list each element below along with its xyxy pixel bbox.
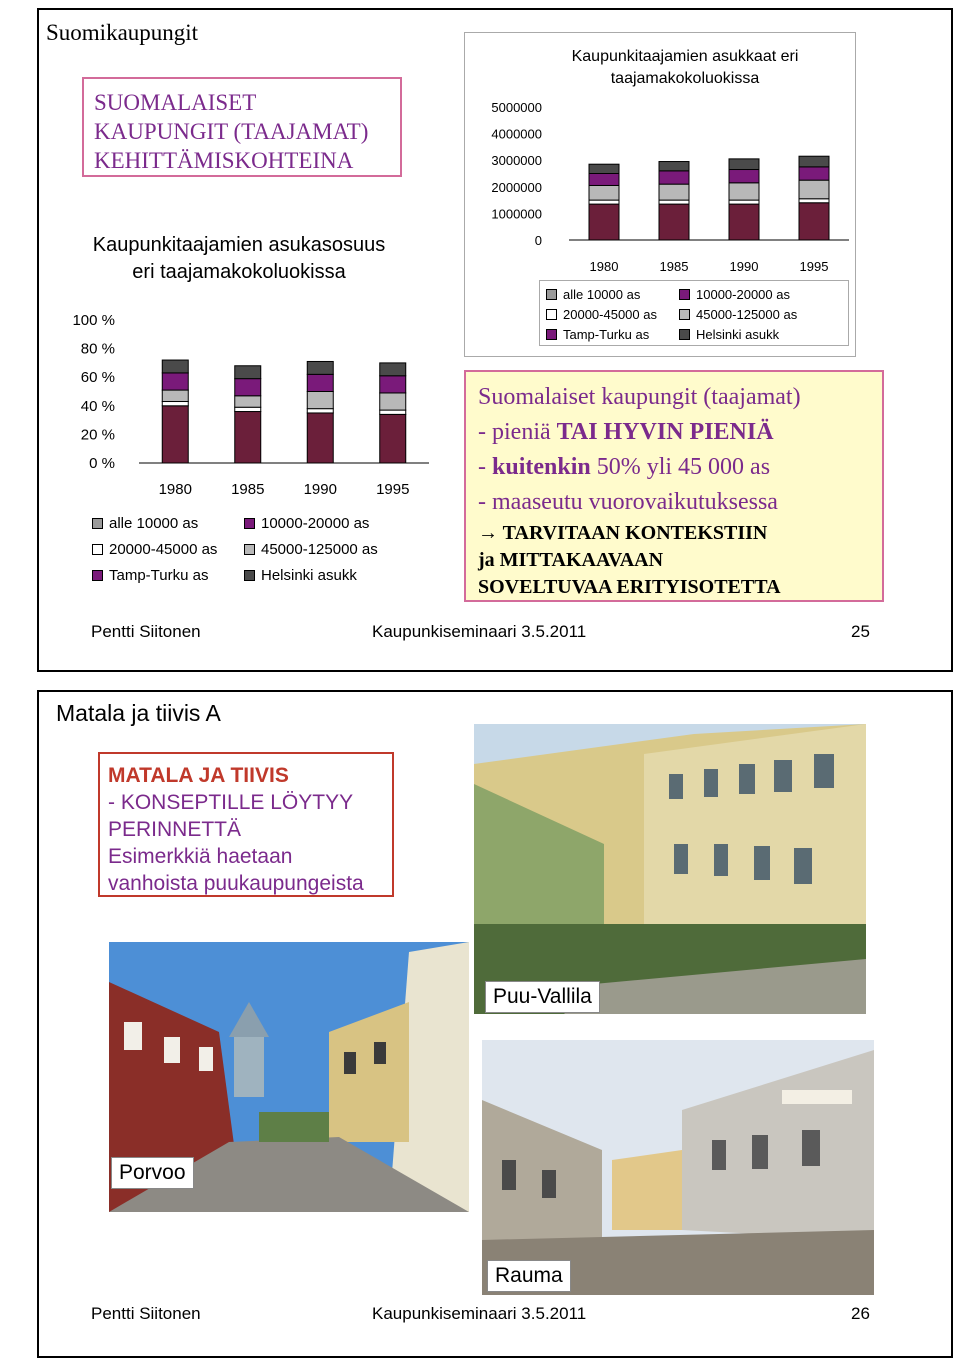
- legend-item: [679, 307, 797, 322]
- bar-segment: [659, 184, 689, 200]
- bar-segment: [235, 396, 261, 407]
- concept-line-4: Esimerkkiä haetaan: [108, 845, 293, 868]
- bar-segment: [162, 406, 188, 463]
- x-tick-label: 1995: [376, 481, 410, 498]
- y-tick-label: 4000000: [491, 126, 542, 142]
- legend-label: 45000-125000 as: [696, 307, 798, 322]
- legend-item: [244, 515, 369, 532]
- summary-line-3-prefix: -: [478, 454, 492, 480]
- x-tick-label: 1990: [729, 259, 759, 274]
- legend-item: [546, 307, 657, 322]
- absolute-chart-title-line-1: Kaupunkitaajamien asukkaat eri: [571, 48, 799, 65]
- percent-chart-title: [39, 232, 439, 286]
- concept-line-1: MATALA JA TIIVIS: [108, 764, 289, 787]
- bar-segment: [235, 366, 261, 379]
- bar-segment: [729, 170, 759, 183]
- legend-label: 10000-20000 as: [261, 515, 370, 532]
- bar-segment: [380, 414, 406, 463]
- legend-label: 10000-20000 as: [696, 287, 790, 302]
- legend-item: [679, 327, 779, 342]
- bar-segment: [799, 203, 829, 240]
- bar-segment: [659, 204, 689, 240]
- concept-line-3: PERINNETTÄ: [108, 818, 242, 841]
- legend-swatch: [92, 544, 103, 555]
- legend-label: 45000-125000 as: [261, 541, 378, 558]
- legend-label: Helsinki asukk: [261, 567, 357, 584]
- absolute-stacked-bar-chart: [469, 90, 854, 280]
- x-tick-label: 1980: [589, 259, 619, 274]
- legend-label: Tamp-Turku as: [563, 327, 650, 342]
- bar-segment: [589, 200, 619, 204]
- bar-segment: [307, 413, 333, 463]
- legend-label: 20000-45000 as: [109, 541, 218, 558]
- y-tick-label: 3000000: [491, 153, 542, 169]
- legend-swatch: [244, 518, 255, 529]
- absolute-chart-title: [525, 46, 845, 90]
- y-tick-label: 0 %: [89, 455, 115, 472]
- photo-puu-vallila: [474, 724, 866, 1014]
- bar-segment: [659, 171, 689, 184]
- slide-title: Matala ja tiivis A: [56, 700, 221, 726]
- summary-line-4: - maaseutu vuorovaikutuksessa: [478, 489, 778, 515]
- footer-event: Kaupunkiseminaari 3.5.2011: [372, 622, 587, 641]
- bar-segment: [380, 410, 406, 414]
- bar-segment: [235, 412, 261, 463]
- summary-line-2-bold: TAI HYVIN PIENIÄ: [556, 419, 774, 445]
- concept-line-2: - KONSEPTILLE LÖYTYY: [108, 791, 354, 814]
- bar-segment: [162, 373, 188, 390]
- bar-segment: [729, 204, 759, 240]
- legend-label: 20000-45000 as: [563, 307, 657, 322]
- legend-swatch: [679, 309, 690, 320]
- bar-segment: [589, 204, 619, 240]
- summary-box: [464, 370, 884, 602]
- percent-stacked-bar-chart: [39, 300, 439, 510]
- summary-line-2: [478, 415, 882, 450]
- highlight-line-3: KEHITTÄMISKOHTEINA: [94, 148, 354, 173]
- photo-rauma-drawing: [482, 1040, 874, 1295]
- bar-segment: [589, 174, 619, 186]
- footer-author: Pentti Siitonen: [91, 622, 201, 641]
- legend-label: Helsinki asukk: [696, 327, 780, 342]
- bar-segment: [307, 361, 333, 374]
- y-tick-label: 2000000: [491, 179, 542, 195]
- y-tick-label: 20 %: [80, 426, 115, 444]
- footer-author: Pentti Siitonen: [91, 1304, 201, 1323]
- legend-label: alle 10000 as: [109, 515, 199, 532]
- bar-segment: [162, 402, 188, 406]
- bar-segment: [659, 162, 689, 171]
- percent-chart-title-line-2: eri taajamakokoluokissa: [132, 261, 346, 283]
- summary-line-7: SOVELTUVAA ERITYISOTETTA: [478, 576, 781, 598]
- bar-segment: [589, 164, 619, 173]
- bar-segment: [799, 180, 829, 199]
- slide-26: [37, 690, 953, 1358]
- highlight-line-1: SUOMALAISET: [94, 90, 257, 115]
- legend-swatch: [546, 309, 557, 320]
- legend-item: [92, 567, 208, 584]
- y-tick-label: 100 %: [72, 312, 115, 329]
- highlight-box: [82, 77, 402, 177]
- legend-swatch: [679, 329, 690, 340]
- percent-chart-title-line-1: Kaupunkitaajamien asukasosuus: [92, 234, 386, 256]
- y-tick-label: 1000000: [491, 206, 542, 222]
- x-tick-label: 1995: [799, 259, 829, 274]
- y-tick-label: 40 %: [80, 397, 115, 415]
- bar-segment: [659, 200, 689, 204]
- bar-segment: [235, 407, 261, 411]
- legend-label: alle 10000 as: [563, 287, 641, 302]
- x-tick-label: 1985: [231, 481, 265, 498]
- y-tick-label: 0: [534, 233, 542, 248]
- bar-segment: [235, 379, 261, 396]
- bar-segment: [799, 199, 829, 203]
- bar-segment: [799, 167, 829, 180]
- x-tick-label: 1980: [158, 481, 192, 498]
- y-tick-label: 5000000: [491, 100, 542, 115]
- legend-item: [546, 287, 640, 302]
- bar-segment: [307, 374, 333, 391]
- bar-segment: [307, 409, 333, 413]
- footer-page: 26: [851, 1304, 870, 1323]
- bar-segment: [380, 376, 406, 393]
- caption-porvoo: Porvoo: [111, 1157, 194, 1189]
- bar-segment: [307, 392, 333, 409]
- percent-chart-legend: [39, 510, 439, 590]
- x-tick-label: 1990: [303, 481, 337, 498]
- concept-line-5: vanhoista puukaupungeista: [108, 872, 364, 895]
- legend-item: [546, 327, 649, 342]
- footer-event: Kaupunkiseminaari 3.5.2011: [372, 1304, 587, 1323]
- x-tick-label: 1985: [659, 259, 689, 274]
- legend-item: [679, 287, 790, 302]
- summary-line-1: Suomalaiset kaupungit (taajamat): [478, 384, 801, 410]
- footer-page: 25: [851, 622, 870, 641]
- highlight-line-2: KAUPUNGIT (TAAJAMAT): [94, 119, 369, 144]
- bar-segment: [729, 159, 759, 170]
- legend-swatch: [244, 544, 255, 555]
- legend-swatch: [546, 329, 557, 340]
- legend-item: [92, 515, 198, 532]
- legend-item: [92, 541, 217, 558]
- summary-line-5-text: TARVITAAN KONTEKSTIIN: [502, 522, 768, 544]
- summary-line-2-prefix: - pieniä: [478, 419, 557, 445]
- bar-segment: [162, 360, 188, 373]
- absolute-chart-legend: [539, 280, 849, 346]
- summary-line-3-rest: 50% yli 45 000 as: [590, 454, 771, 480]
- legend-swatch: [244, 570, 255, 581]
- slide-25: [37, 8, 953, 672]
- bar-segment: [380, 393, 406, 410]
- photo-puu-vallila-drawing: [474, 724, 866, 1014]
- legend-swatch: [92, 570, 103, 581]
- bar-segment: [162, 390, 188, 401]
- y-tick-label: 80 %: [80, 340, 115, 358]
- legend-item: [244, 567, 357, 584]
- photo-rauma: [482, 1040, 874, 1295]
- y-tick-label: 60 %: [80, 369, 115, 387]
- bar-segment: [729, 183, 759, 200]
- slide-title: Suomikaupungit: [46, 20, 199, 45]
- legend-label: Tamp-Turku as: [109, 567, 209, 584]
- legend-swatch: [546, 289, 557, 300]
- absolute-chart-title-line-2: taajamakokoluokissa: [610, 70, 760, 87]
- caption-puu-vallila: Puu-Vallila: [485, 981, 600, 1013]
- bar-segment: [729, 200, 759, 204]
- arrow-right-icon: →: [478, 522, 498, 544]
- summary-line-5: [478, 520, 882, 547]
- legend-swatch: [92, 518, 103, 529]
- bar-segment: [799, 156, 829, 167]
- bar-segment: [589, 185, 619, 200]
- concept-box: [98, 752, 394, 897]
- caption-rauma: Rauma: [487, 1260, 571, 1292]
- bar-segment: [380, 363, 406, 376]
- summary-line-3-bold: kuitenkin: [492, 454, 591, 480]
- legend-swatch: [679, 289, 690, 300]
- legend-item: [244, 541, 378, 558]
- summary-line-6: ja MITTAKAAVAAN: [478, 549, 664, 571]
- summary-line-3: [478, 450, 882, 485]
